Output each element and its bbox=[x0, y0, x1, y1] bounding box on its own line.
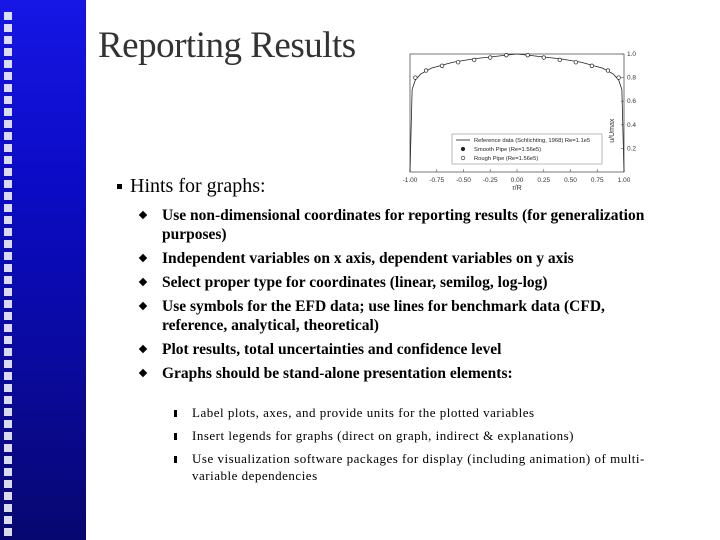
sidebar-square bbox=[4, 420, 12, 428]
hints-list bbox=[140, 206, 660, 388]
hint-heading: Hints for graphs: bbox=[130, 175, 266, 197]
slide-title: Reporting Results bbox=[98, 25, 356, 66]
x-tick-label: 1.00 bbox=[617, 177, 631, 184]
data-point bbox=[488, 56, 492, 60]
list-item bbox=[172, 404, 672, 421]
sidebar-square bbox=[4, 480, 12, 488]
sidebar-squares bbox=[2, 0, 18, 540]
sidebar-square bbox=[4, 48, 12, 56]
sidebar-square bbox=[4, 288, 12, 296]
data-point bbox=[505, 53, 509, 57]
sidebar-square bbox=[4, 444, 12, 452]
square-bullet bbox=[117, 184, 122, 189]
data-point bbox=[542, 56, 546, 60]
sidebar-square bbox=[4, 168, 12, 176]
sidebar-square bbox=[4, 96, 12, 104]
sidebar-square bbox=[4, 456, 12, 464]
x-tick-label: -0.25 bbox=[482, 177, 498, 184]
data-point bbox=[472, 58, 476, 62]
x-tick-label: 0.75 bbox=[590, 177, 604, 184]
list-item bbox=[140, 340, 660, 359]
sidebar-square bbox=[4, 432, 12, 440]
small-bullet-icon bbox=[174, 433, 177, 440]
data-point bbox=[456, 60, 460, 64]
sidebar-square bbox=[4, 24, 12, 32]
sidebar-square bbox=[4, 372, 12, 380]
legend-entry: Reference data (Schlichting, 1968) Re=1.1e5 bbox=[474, 138, 591, 144]
sidebar-square bbox=[4, 276, 12, 284]
data-point bbox=[590, 64, 594, 68]
legend-entry: Rough Pipe (Re=1.56e5) bbox=[474, 156, 539, 162]
sidebar-square bbox=[4, 108, 12, 116]
list-item bbox=[140, 297, 660, 335]
sidebar-square bbox=[4, 492, 12, 500]
x-tick-label: -1.00 bbox=[402, 177, 418, 184]
subhint-text: Use visualization software packages for display (including animation) of multi-variable dependencies bbox=[192, 451, 645, 483]
sidebar-square bbox=[4, 228, 12, 236]
data-point bbox=[526, 53, 530, 57]
hint-text: Plot results, total uncertainties and confidence level bbox=[162, 341, 502, 358]
slide-sidebar bbox=[0, 0, 86, 540]
x-tick-label: 0.25 bbox=[537, 177, 551, 184]
hint-text: Select proper type for coordinates (linear, semilog, log-log) bbox=[162, 274, 548, 291]
sidebar-square bbox=[4, 384, 12, 392]
data-point bbox=[424, 69, 428, 73]
sidebar-square bbox=[4, 240, 12, 248]
x-tick-label: 0.00 bbox=[510, 177, 524, 184]
legend-point-symbol bbox=[461, 156, 465, 160]
sidebar-square bbox=[4, 120, 12, 128]
data-point bbox=[558, 58, 562, 62]
sidebar-square bbox=[4, 180, 12, 188]
sidebar-square bbox=[4, 300, 12, 308]
sidebar-square bbox=[4, 396, 12, 404]
sidebar-square bbox=[4, 348, 12, 356]
list-item bbox=[172, 450, 672, 484]
sidebar-square bbox=[4, 84, 12, 92]
sidebar-square bbox=[4, 132, 12, 140]
y-tick-label: 0.2 bbox=[627, 145, 637, 153]
x-tick-label: -0.75 bbox=[429, 177, 445, 184]
sidebar-square bbox=[4, 264, 12, 272]
sidebar-square bbox=[4, 528, 12, 536]
sidebar-square bbox=[4, 408, 12, 416]
list-item bbox=[140, 273, 660, 292]
diamond-bullet-icon bbox=[139, 345, 147, 353]
list-item bbox=[140, 206, 660, 244]
data-point bbox=[414, 76, 418, 80]
sidebar-square bbox=[4, 204, 12, 212]
diamond-bullet-icon bbox=[139, 302, 147, 310]
diamond-bullet-icon bbox=[139, 254, 147, 262]
data-point bbox=[440, 64, 444, 68]
sidebar-square bbox=[4, 156, 12, 164]
data-point bbox=[617, 76, 621, 80]
y-tick-label: 0.4 bbox=[627, 121, 637, 129]
subhint-text: Insert legends for graphs (direct on graph, indirect & explanations) bbox=[192, 428, 574, 443]
data-point bbox=[606, 69, 610, 73]
sidebar-square bbox=[4, 504, 12, 512]
x-axis-label: r/R bbox=[512, 185, 522, 192]
sidebar-square bbox=[4, 36, 12, 44]
diamond-bullet-icon bbox=[139, 369, 147, 377]
velocity-profile-chart bbox=[392, 48, 642, 192]
sidebar-square bbox=[4, 324, 12, 332]
small-bullet-icon bbox=[174, 410, 177, 417]
list-item bbox=[140, 249, 660, 268]
sidebar-square bbox=[4, 60, 12, 68]
sidebar-square bbox=[4, 144, 12, 152]
diamond-bullet-icon bbox=[139, 278, 147, 286]
hint-text: Use non-dimensional coordinates for reporting results (for generalization purposes) bbox=[162, 207, 645, 243]
y-tick-label: 1.0 bbox=[627, 51, 637, 58]
sub-hints-list bbox=[172, 404, 672, 490]
sidebar-square bbox=[4, 216, 12, 224]
legend-point-symbol bbox=[461, 147, 465, 151]
x-tick-label: 0.50 bbox=[564, 177, 577, 184]
sidebar-square bbox=[4, 360, 12, 368]
hint-text: Independent variables on x axis, dependent variables on y axis bbox=[162, 250, 574, 267]
list-item bbox=[172, 427, 672, 444]
y-tick-label: 0.8 bbox=[627, 74, 637, 82]
legend-entry: Smooth Pipe (Re=1.56e5) bbox=[474, 147, 542, 153]
x-tick-label: -0.50 bbox=[456, 177, 471, 184]
sidebar-square bbox=[4, 468, 12, 476]
hint-text: Graphs should be stand-alone presentation elements: bbox=[162, 365, 513, 382]
data-point bbox=[574, 60, 578, 64]
diamond-bullet-icon bbox=[139, 211, 147, 219]
hint-text: Use symbols for the EFD data; use lines for benchmark data (CFD, reference, analytical, theoretical) bbox=[162, 298, 605, 334]
list-item bbox=[140, 364, 660, 383]
small-bullet-icon bbox=[174, 456, 177, 463]
sidebar-square bbox=[4, 192, 12, 200]
sidebar-square bbox=[4, 252, 12, 260]
sidebar-square bbox=[4, 12, 12, 20]
y-axis-label: u/Umax bbox=[609, 118, 616, 143]
subhint-text: Label plots, axes, and provide units for the plotted variables bbox=[192, 405, 535, 420]
sidebar-square bbox=[4, 516, 12, 524]
sidebar-square bbox=[4, 312, 12, 320]
y-tick-label: 0.6 bbox=[627, 98, 637, 106]
sidebar-square bbox=[4, 336, 12, 344]
sidebar-square bbox=[4, 72, 12, 80]
